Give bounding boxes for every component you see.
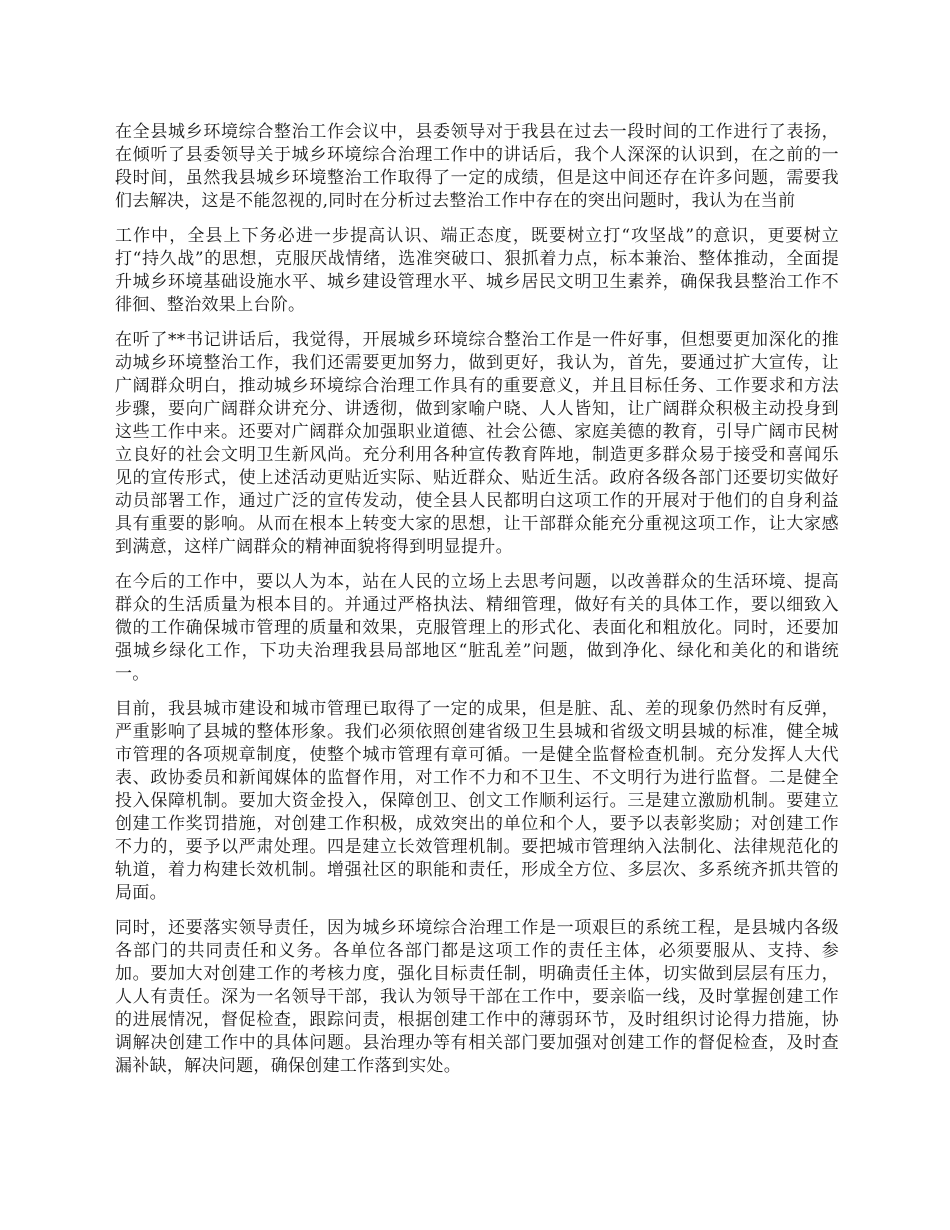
paragraph-4: 在今后的工作中，要以人为本，站在人民的立场上去思考问题，以改善群众的生活环境、提高群众的生活质量为根本目的。并通过严格执法、精细管理，做好有关的具体工作，要以细致入微的工作确保城市管理的质量和效果，克服管理上的形式化、表面化和粗放化。同时，还要加强城乡绿化工作，下功夫治理我县局部地区“脏乱差”问题，做到净化、绿化和美化的和谐统一。 [115,572,839,684]
document-body [115,121,839,1090]
paragraph-2: 工作中，全县上下务必进一步提高认识、端正态度，既要树立打“攻坚战”的意识，更要树立打“持久战”的思想，克服厌战情绪，选准突破口、狠抓着力点，标本兼治、整体推动，全面提升城乡环境基础设施水平、城乡建设管理水平、城乡居民文明卫生素养，确保我县整治工作不徘徊、整治效果上台阶。 [115,226,839,315]
paragraph-1: 在全县城乡环境综合整治工作会议中，县委领导对于我县在过去一段时间的工作进行了表扬，在倾听了县委领导关于城乡环境综合治理工作中的讲话后，我个人深深的认识到，在之前的一段时间，虽然我县城乡环境整治工作取得了一定的成绩，但是这中间还存在许多问题，需要我们去解决，这是不能忽视的,同时在分析过去整治工作中存在的突出问题时，我认为在当前 [115,122,839,211]
paragraph-6: 同时，还要落实领导责任，因为城乡环境综合治理工作是一项艰巨的系统工程，是县城内各级各部门的共同责任和义务。各单位各部门都是这项工作的责任主体，必须要服从、支持、参加。要加大对创建工作的考核力度，强化目标责任制，明确责任主体，切实做到层层有压力，人人有责任。深为一名领导干部，我认为领导干部在工作中，要亲临一线，及时掌握创建工作的进展情况，督促检查，跟踪问责，根据创建工作中的薄弱环节，及时组织讨论得力措施，协调解决创建工作中的具体问题。县治理办等有相关部门要加强对创建工作的督促检查，及时查漏补缺，解决问题，确保创建工作落到实处。 [115,918,839,1076]
paragraph-5: 目前，我县城市建设和城市管理已取得了一定的成果，但是脏、乱、差的现象仍然时有反弹，严重影响了县城的整体形象。我们必须依照创建省级卫生县城和省级文明县城的标准，健全城市管理的各项规章制度，使整个城市管理有章可循。一是健全监督检查机制。充分发挥人大代表、政协委员和新闻媒体的监督作用，对工作不力和不卫生、不文明行为进行监督。二是健全投入保障机制。要加大资金投入，保障创卫、创文工作顺利运行。三是建立激励机制。要建立创建工作奖罚措施，对创建工作积极，成效突出的单位和个人，要予以表彰奖励；对创建工作不力的，要予以严肃处理。四是建立长效管理机制。要把城市管理纳入法制化、法律规范化的轨道，着力构建长效机制。增强社区的职能和责任，形成全方位、多层次、多系统齐抓共管的局面。 [115,699,839,903]
paragraph-3: 在听了**书记讲话后，我觉得，开展城乡环境综合整治工作是一件好事，但想要更加深化的推动城乡环境整治工作，我们还需要更加努力，做到更好，我认为，首先，要通过扩大宣传，让广阔群众明白，推动城乡环境综合治理工作具有的重要意义，并且目标任务、工作要求和方法步骤，要向广阔群众讲充分、讲透彻，做到家喻户晓、人人皆知，让广阔群众积极主动投身到这些工作中来。还要对广阔群众加强职业道德、社会公德、家庭美德的教育，引导广阔市民树立良好的社会文明卫生新风尚。充分利用各种宣传教育阵地，制造更多群众易于接受和喜闻乐见的宣传形式，使上述活动更贴近实际、贴近群众、贴近生活。政府各级各部门还要切实做好动员部署工作，通过广泛的宣传发动，使全县人民都明白这项工作的开展对于他们的自身利益具有重要的影响。从而在根本上转变大家的思想，让干部群众能充分重视这项工作，让大家感到满意，这样广阔群众的精神面貌将得到明显提升。 [115,330,839,557]
